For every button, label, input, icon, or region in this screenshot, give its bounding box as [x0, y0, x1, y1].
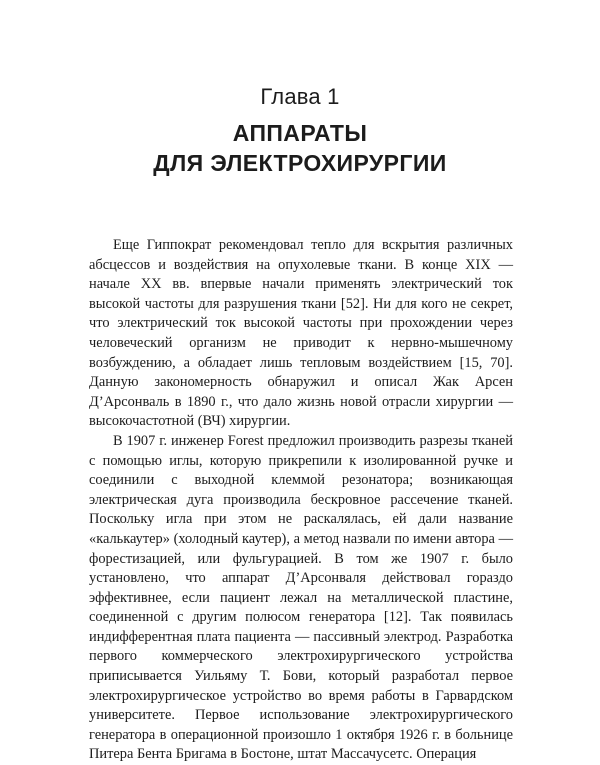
paragraph-1: Еще Гиппократ рекомендовал тепло для вскрытия различных абсцессов и воздействия на опухолевые ткани. В конце XIX — начале XX вв. впервые начали применять электрический ток высокой частоты для разрушения ткани [52]. Ни для кого не секрет, что электрический ток высокой частоты при прохождении через человеческий организм не приводит к нервно-мышечному возбуждению, а обладает лишь тепловым воздействием [15, 70]. Данную закономерность обнаружил и описал Жак Арсен Д’Арсонваль в 1890 г., что дало жизнь новой отрасли хирургии — высокочастотной (ВЧ) хирургии.: [89, 237, 513, 430]
body-text: [89, 236, 513, 765]
chapter-title-line-1: АППАРАТЫ: [232, 120, 368, 146]
chapter-number: Глава 1: [260, 84, 340, 109]
paragraph-2: В 1907 г. инженер Forest предложил производить разрезы тканей с помощью иглы, которую прикрепили к изолированной ручке и соединили с выходной клеммой резонатора; возникающая электрическая дуга производила бескровное рассечение тканей. Поскольку игла при этом не раскалялась, ей дали название «калькаутер» (холодный каутер), а метод назвали по имени автора — форестизацией, или фульгурацией. В том же 1907 г. было установлено, что аппарат Д’Арсонваля действовал гораздо эффективнее, если пациент лежал на металлической пластине, соединенной с другим полюсом генератора [12]. Так появилась индифферентная плата пациента — пассивный электрод. Разработка первого коммерческого электрохирургического устройства приписывается Уильяму Т. Бови, который разработал первое электрохирургическое устройство во время работы в Гарвардском университете. Первое использование электрохирургического генератора в операционной произошло 1 октября 1926 г. в больнице Питера Бента Бригама в Бостоне, штат Массачусетс. Операция: [89, 432, 513, 763]
chapter-title: [0, 118, 600, 178]
chapter-title-line-2: ДЛЯ ЭЛЕКТРОХИРУРГИИ: [153, 150, 447, 176]
